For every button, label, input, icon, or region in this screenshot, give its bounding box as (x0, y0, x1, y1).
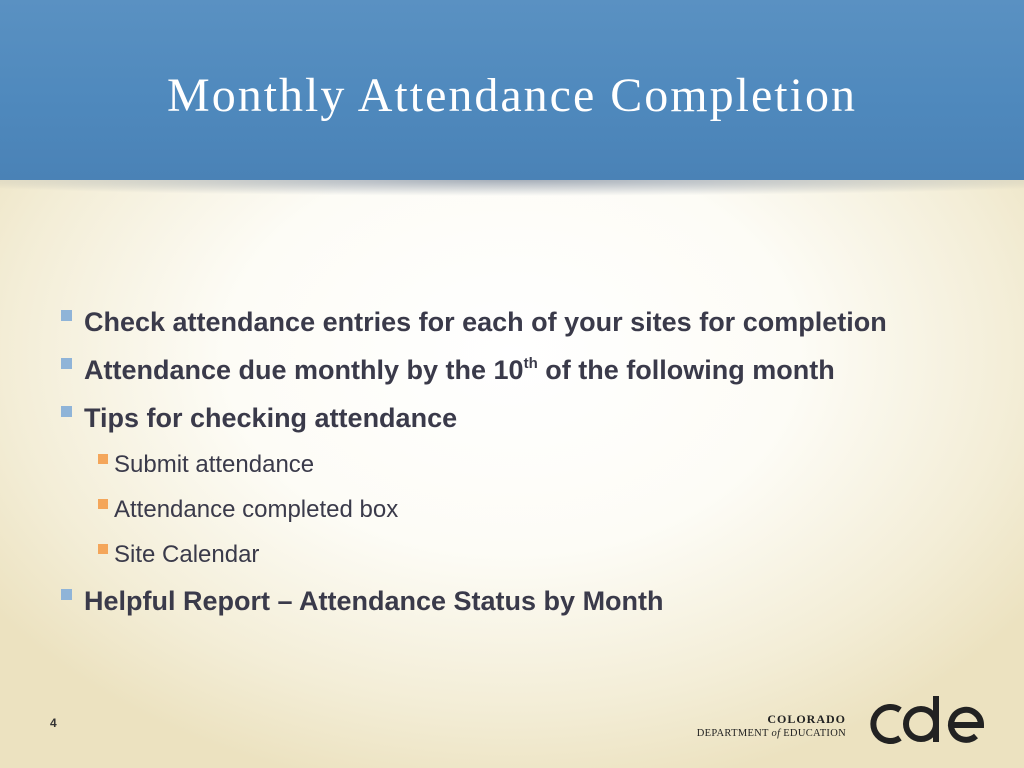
square-sub-bullet-icon (98, 499, 108, 509)
square-bullet-icon (61, 358, 72, 369)
bullet-text: Helpful Report – Attendance Status by Month (84, 586, 664, 616)
cde-logo-mark (860, 694, 986, 748)
sub-bullet-text: Site Calendar (114, 541, 260, 568)
square-sub-bullet-icon (98, 544, 108, 554)
square-bullet-icon (61, 406, 72, 417)
bullet-item (60, 577, 1000, 625)
bullet-text: of the following month (537, 355, 835, 385)
logo-line-colorado: COLORADO (767, 712, 846, 726)
square-bullet-icon (61, 310, 72, 321)
square-bullet-icon (61, 589, 72, 600)
logo-text: EDUCATION (780, 728, 846, 739)
ordinal-suffix: th (523, 355, 538, 372)
bullet-item (60, 394, 1000, 442)
sub-bullet-text: Attendance completed box (114, 496, 399, 523)
cde-logo (690, 690, 990, 750)
banner-shadow (0, 180, 1024, 196)
logo-line-department (697, 728, 846, 739)
sub-bullet-text: Submit attendance (114, 451, 315, 478)
sub-bullet-item (96, 487, 1000, 532)
slide-title: Monthly Attendance Completion (167, 69, 857, 122)
square-sub-bullet-icon (98, 454, 108, 464)
bullet-text: Tips for checking attendance (84, 403, 458, 433)
sub-bullet-item (96, 442, 1000, 487)
logo-text: DEPARTMENT (696, 728, 772, 739)
bullet-item (60, 298, 1000, 346)
bullet-item (60, 346, 1000, 394)
page-number: 4 (50, 716, 57, 730)
sub-bullet-item (96, 532, 1000, 577)
bullet-list (60, 298, 1000, 625)
bullet-text: Check attendance entries for each of your sites for completion (84, 307, 887, 337)
bullet-text: Attendance due monthly by the 10 (84, 355, 524, 385)
logo-text-of: of (771, 728, 781, 739)
